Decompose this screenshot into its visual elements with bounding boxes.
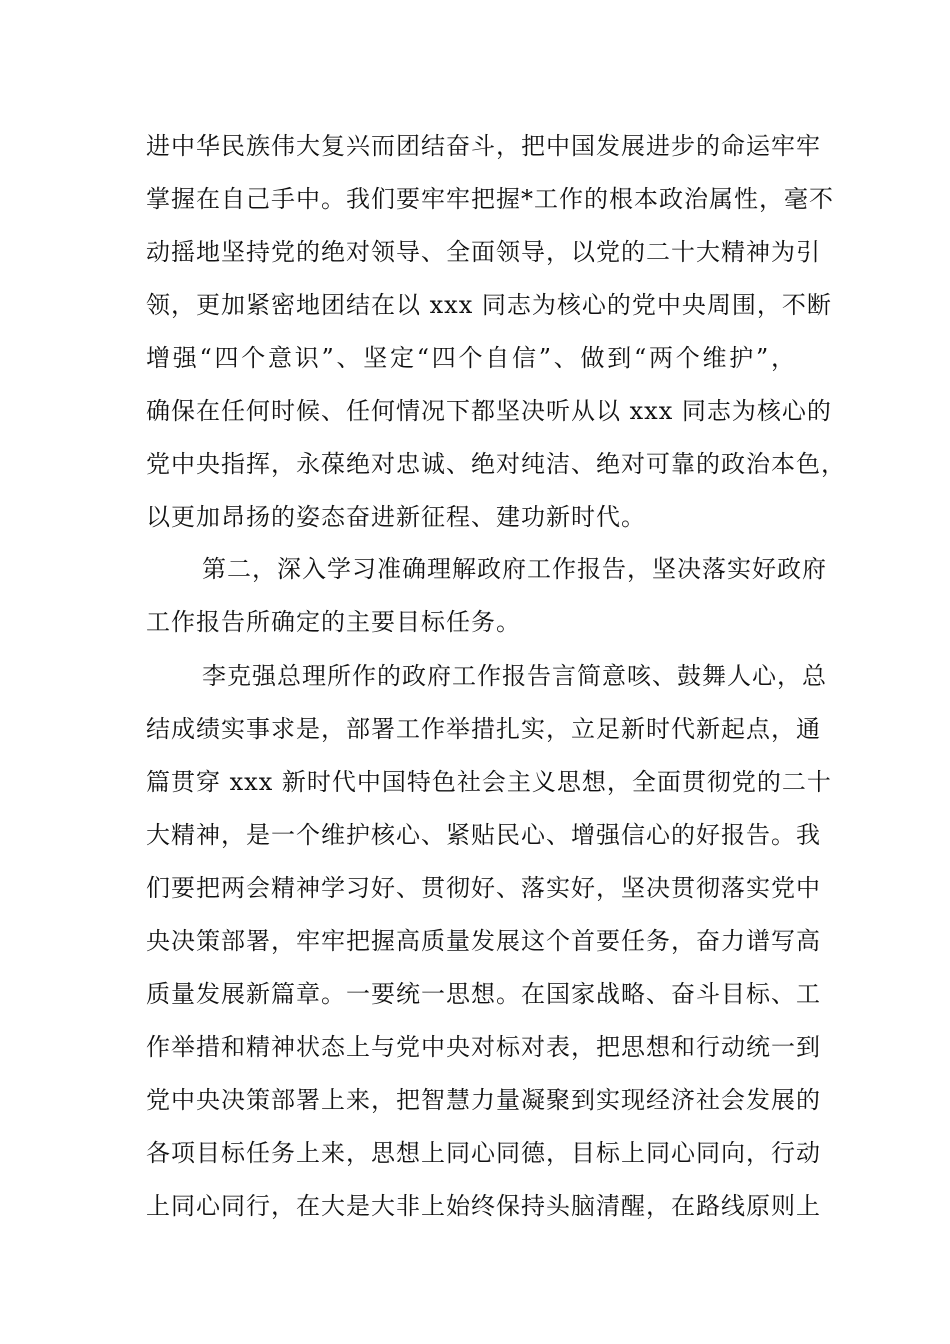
text-line: 掌握在自己手中。我们要牢牢把握*工作的根本政治属性，毫不 (146, 185, 834, 213)
paragraph-3 (146, 650, 832, 1233)
text-line: 确保在任何时候、任何情况下都坚决听从以 xxx 同志为核心的 (146, 397, 832, 425)
text-line: 以更加昂扬的姿态奋进新征程、建功新时代。 (146, 503, 646, 531)
text-line: 党中央指挥，永葆绝对忠诚、绝对纯洁、绝对可靠的政治本色， (146, 450, 846, 478)
text-line: 动摇地坚持党的绝对领导、全面领导，以党的二十大精神为引 (146, 238, 821, 266)
text-line: 领，更加紧密地团结在以 xxx 同志为核心的党中央周围，不断 (146, 291, 832, 319)
text-line: 质量发展新篇章。一要统一思想。在国家战略、奋斗目标、工 (146, 980, 821, 1008)
text-line: 工作报告所确定的主要目标任务。 (146, 608, 521, 636)
text-line: 篇贯穿 xxx 新时代中国特色社会主义思想，全面贯彻党的二十 (146, 768, 832, 796)
text-line: 作举措和精神状态上与党中央对标对表，把思想和行动统一到 (146, 1033, 821, 1061)
text-line: 结成绩实事求是，部署工作举措扎实，立足新时代新起点，通 (146, 715, 821, 743)
text-line: 央决策部署，牢牢把握高质量发展这个首要任务，奋力谱写高 (146, 927, 821, 955)
text-line: 们要把两会精神学习好、贯彻好、落实好，坚决贯彻落实党中 (146, 874, 821, 902)
text-line: 增强“四个意识”、坚定“四个自信”、做到“两个维护”， (146, 344, 796, 372)
text-line: 进中华民族伟大复兴而团结奋斗，把中国发展进步的命运牢牢 (146, 132, 821, 160)
text-line: 李克强总理所作的政府工作报告言简意咳、鼓舞人心，总 (202, 662, 827, 690)
text-line: 大精神，是一个维护核心、紧贴民心、增强信心的好报告。我 (146, 821, 821, 849)
text-line: 第二，深入学习准确理解政府工作报告，坚决落实好政府 (202, 555, 827, 583)
paragraph-2-heading (146, 543, 827, 649)
text-line: 党中央决策部署上来，把智慧力量凝聚到实现经济社会发展的 (146, 1086, 821, 1114)
text-line: 上同心同行，在大是大非上始终保持头脑清醒，在路线原则上 (146, 1192, 821, 1220)
paragraph-1 (146, 120, 846, 544)
text-line: 各项目标任务上来，思想上同心同德，目标上同心同向，行动 (146, 1139, 821, 1167)
